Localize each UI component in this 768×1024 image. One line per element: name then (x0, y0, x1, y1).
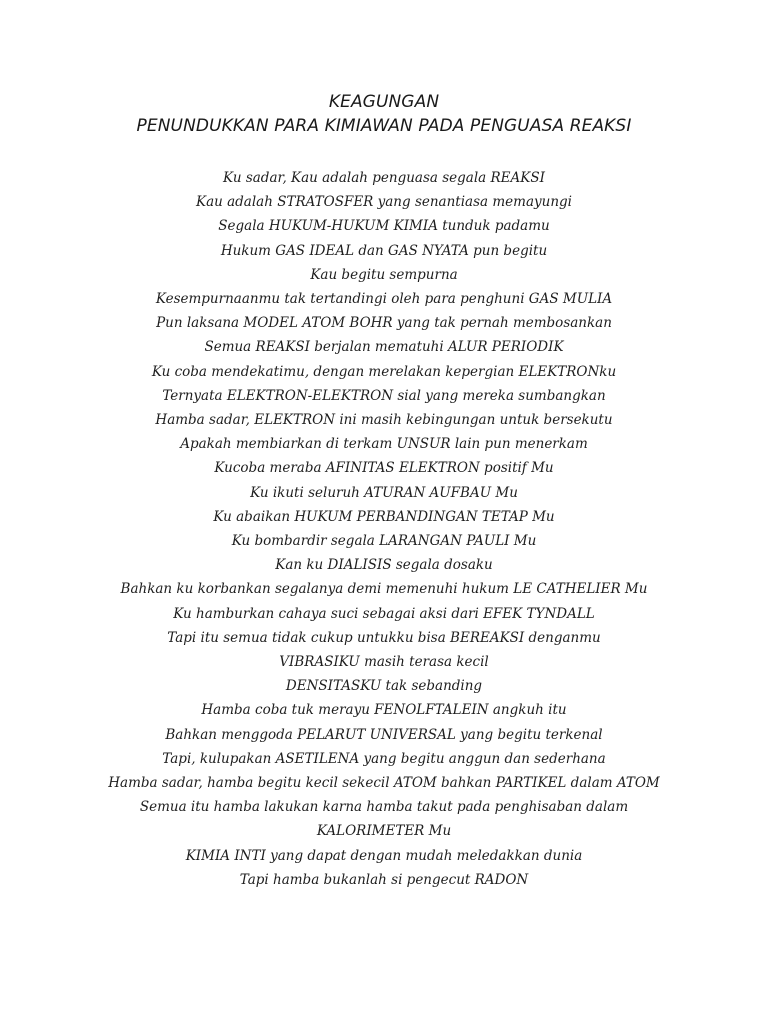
poem-line: Ku coba mendekatimu, dengan merelakan kepergian ELEKTRONku (151, 363, 617, 380)
poem-line: Semua REAKSI berjalan mematuhi ALUR PERIODIK (204, 339, 564, 356)
poem-line: Ku hamburkan cahaya suci sebagai aksi dari EFEK TYNDALL (173, 605, 595, 622)
poem-line: Ku bombardir segala LARANGAN PAULI Mu (231, 533, 537, 550)
poem-line: Pun laksana MODEL ATOM BOHR yang tak pernah membosankan (156, 315, 612, 332)
poem-line: Hamba sadar, ELEKTRON ini masih kebingungan untuk bersekutu (155, 412, 613, 429)
poem-line: Ku abaikan HUKUM PERBANDINGAN TETAP Mu (213, 508, 555, 525)
poem-line: VIBRASIKU masih terasa kecil (279, 654, 489, 671)
poem-line: Segala HUKUM-HUKUM KIMIA tunduk padamu (218, 218, 550, 235)
poem-line: Kan ku DIALISIS segala dosaku (275, 557, 493, 574)
poem-title (0, 90, 768, 138)
poem-line: Ku sadar, Kau adalah penguasa segala REAKSI (223, 170, 545, 186)
poem-line: Kucoba meraba AFINITAS ELEKTRON positif Mu (214, 460, 554, 477)
poem-line: Tapi hamba bukanlah si pengecut RADON (239, 871, 529, 888)
poem-line: Kau begitu sempurna (310, 266, 458, 283)
poem-line: Ku ikuti seluruh ATURAN AUFBAU Mu (250, 484, 518, 501)
poem-line: KIMIA INTI yang dapat dengan mudah meledakkan dunia (185, 847, 583, 864)
poem-line: KALORIMETER Mu (316, 823, 452, 840)
poem-line: Hamba coba tuk merayu FENOLFTALEIN angkuh itu (201, 702, 567, 719)
poem-line: Hukum GAS IDEAL dan GAS NYATA pun begitu (220, 242, 548, 259)
title-line-1: KEAGUNGAN (328, 92, 440, 112)
poem-line: Kesempurnaanmu tak tertandingi oleh para penghuni GAS MULIA (155, 291, 613, 308)
poem-line: Semua itu hamba lakukan karna hamba takut pada penghisaban dalam (139, 799, 629, 816)
poem-line: Bahkan ku korbankan segalanya demi memenuhi hukum LE CATHELIER Mu (120, 581, 648, 598)
poem-line: Tapi itu semua tidak cukup untukku bisa BEREAKSI denganmu (167, 629, 601, 646)
poem-line: Hamba sadar, hamba begitu kecil sekecil ATOM bahkan PARTIKEL dalam ATOM (108, 775, 660, 792)
title-line-2: PENUNDUKKAN PARA KIMIAWAN PADA PENGUASA REAKSI (136, 116, 632, 136)
poem-line: Apakah membiarkan di terkam UNSUR lain pun menerkam (180, 436, 588, 453)
poem-body (0, 166, 768, 892)
poem-line: DENSITASKU tak sebanding (285, 678, 483, 695)
poem-line: Tapi, kulupakan ASETILENA yang begitu anggun dan sederhana (162, 750, 606, 767)
poem-line: Ternyata ELEKTRON-ELEKTRON sial yang mereka sumbangkan (162, 387, 606, 404)
poem-line: Kau adalah STRATOSFER yang senantiasa memayungi (196, 194, 572, 211)
poem-line: Bahkan menggoda PELARUT UNIVERSAL yang begitu terkenal (165, 726, 603, 743)
